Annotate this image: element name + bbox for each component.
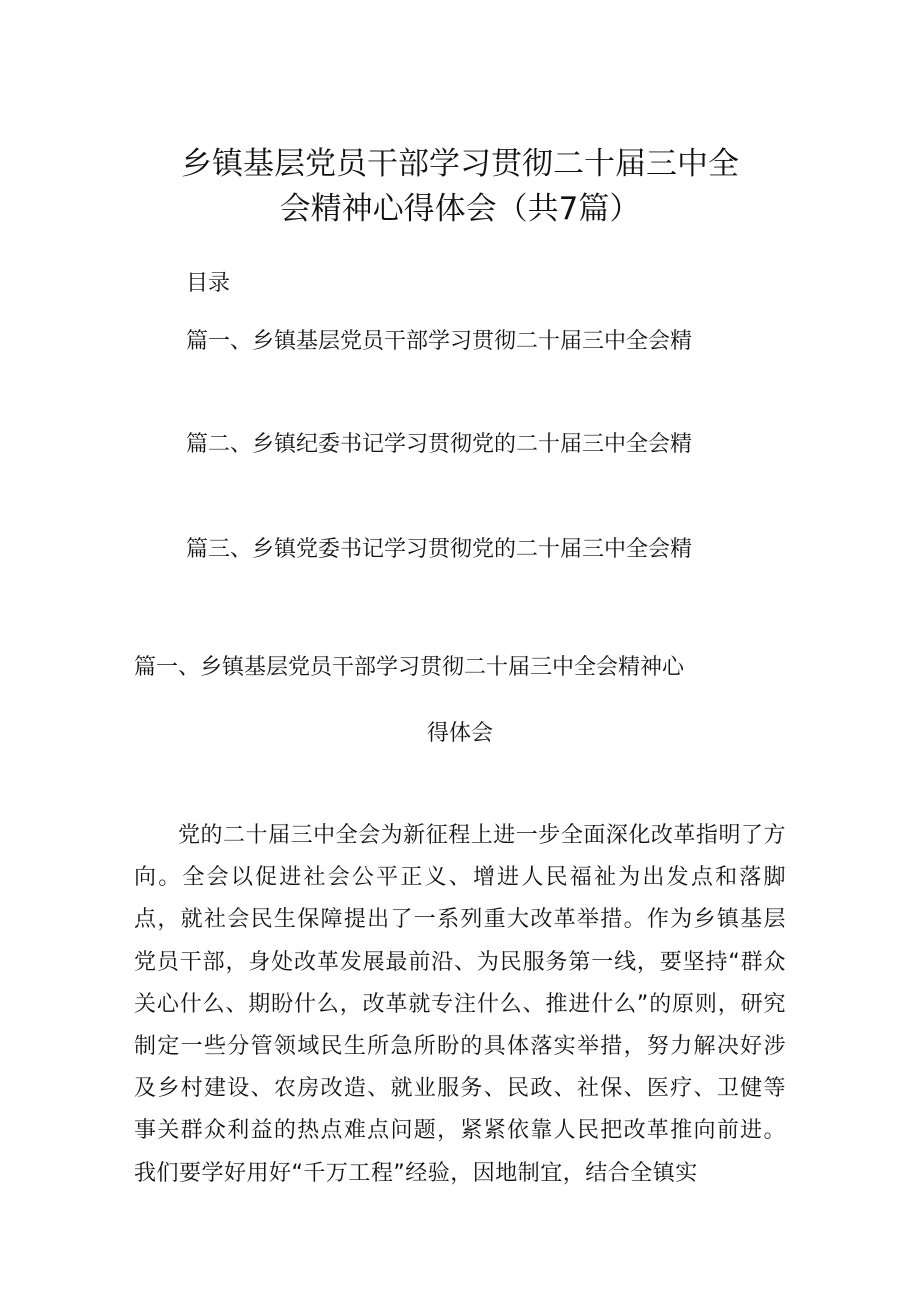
document-title-line-1: 乡镇基层党员干部学习贯彻二十届三中全 [181,146,739,182]
toc-item-2[interactable]: 篇二、乡镇纪委书记学习贯彻党的二十届三中全会精 [186,432,693,457]
body-paragraph: 党的二十届三中全会为新征程上进一步全面深化改革指明了方向。全会以促进社会公平正义、增进人民福祉为出发点和落脚点，就社会民生保障提出了一系列重大改革举措。作为乡镇基层党员干部，身处改革发展最前沿、为民服务第一线，要坚持“群众关心什么、期盼什么，改革就专注什么、推进什么”的原则，研究制定一些分管领域民生所急所盼的具体落实举措，努力解决好涉及乡村建设、农房改造、就业服务、民政、社保、医疗、卫健等事关群众利益的热点难点问题，紧紧依靠人民把改革推向前进。我们要学好用好“千万工程”经验，因地制宜，结合全镇实 [134,823,786,1186]
toc-item-1[interactable]: 篇一、乡镇基层党员干部学习贯彻二十届三中全会精 [186,329,693,354]
section-title-line-1: 篇一、乡镇基层党员干部学习贯彻二十届三中全会精神心 [134,655,685,680]
section-title-line-2: 得体会 [426,721,493,746]
document-title-line-2: 会精神心得体会（共7篇） [279,191,641,227]
toc-item-3[interactable]: 篇三、乡镇党委书记学习贯彻党的二十届三中全会精 [186,537,693,562]
toc-heading: 目录 [186,271,231,296]
